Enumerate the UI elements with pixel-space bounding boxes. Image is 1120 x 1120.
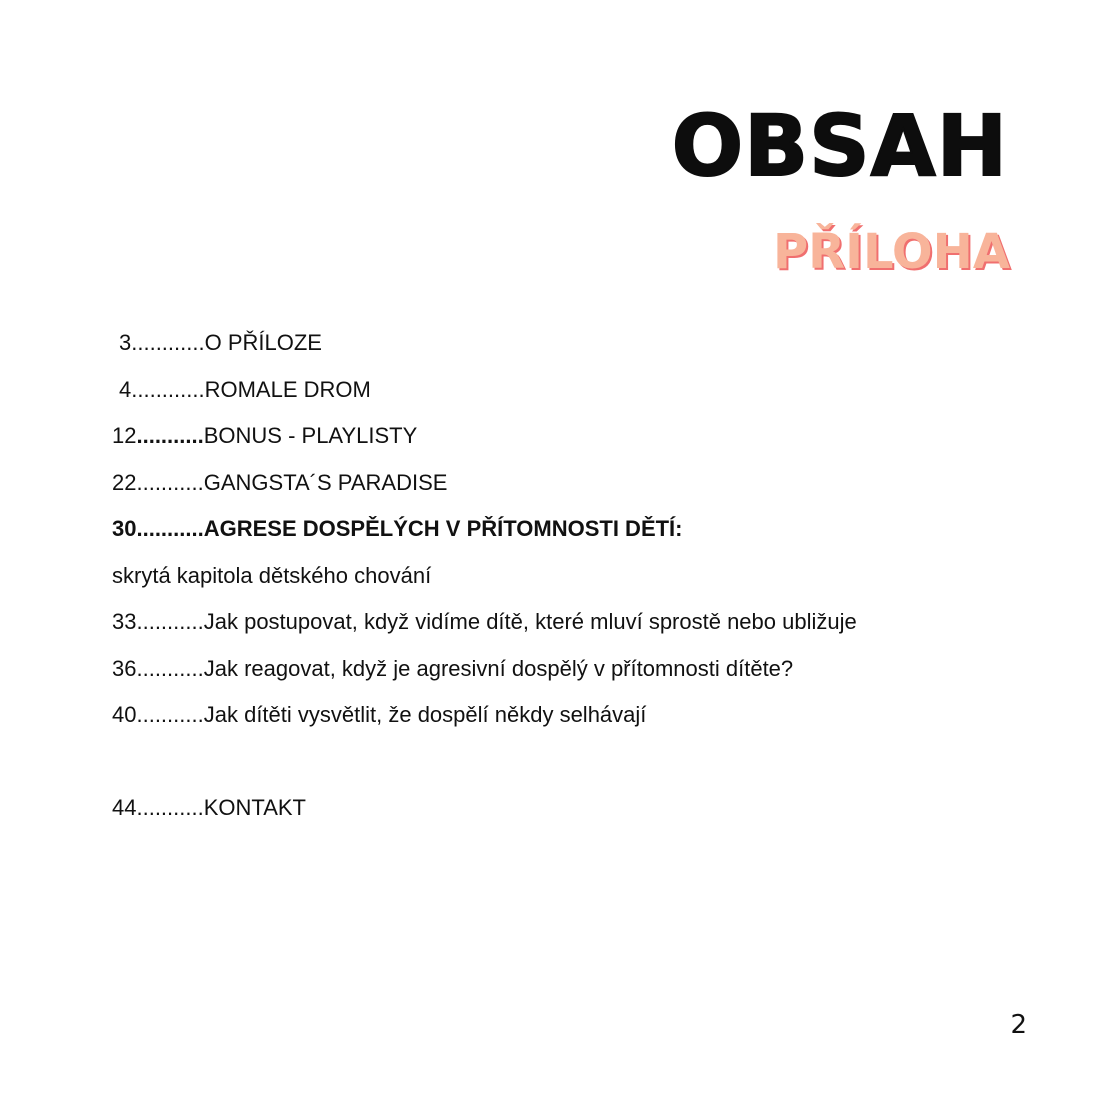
toc-entry xyxy=(112,646,1012,693)
page-title: OBSAH xyxy=(671,97,1008,195)
toc-entry-label: O PŘÍLOZE xyxy=(204,330,322,355)
toc-entry xyxy=(112,460,1012,507)
toc-page-number: 36 xyxy=(112,655,137,681)
page-number: 2 xyxy=(1010,1010,1027,1040)
toc-entry xyxy=(112,599,1012,646)
toc-leader-dots: ........... xyxy=(136,609,204,634)
toc-leader-dots: ........... xyxy=(136,423,204,448)
toc-page-number: 33 xyxy=(112,609,137,634)
toc-entry-label: Jak dítěti vysvětlit, že dospělí někdy selhávají xyxy=(203,702,647,727)
toc-spacer xyxy=(112,739,1012,786)
toc-entry-label: BONUS - PLAYLISTY xyxy=(203,423,418,448)
toc-leader-dots: ........... xyxy=(136,655,204,681)
toc-leader-dots: ........... xyxy=(136,795,204,820)
page-subtitle: PŘÍLOHA xyxy=(773,224,1010,280)
toc-page-number: 12 xyxy=(112,423,137,448)
toc-leader-dots: ........... xyxy=(136,516,204,541)
toc-leader-dots: ............ xyxy=(131,330,205,355)
toc-entry-label: Jak postupovat, když vidíme dítě, které mluví sprostě nebo ubližuje xyxy=(203,609,857,634)
toc-entry xyxy=(112,692,1012,739)
toc-page-number: 4 xyxy=(119,376,132,402)
table-of-contents xyxy=(112,320,1012,832)
toc-entry xyxy=(112,320,1012,367)
toc-entry xyxy=(112,413,1012,460)
toc-page-number: 40 xyxy=(112,702,137,727)
toc-entry-label: Jak reagovat, když je agresivní dospělý v přítomnosti dítěte? xyxy=(203,655,794,681)
toc-entry-label: AGRESE DOSPĚLÝCH V PŘÍTOMNOSTI DĚTÍ: xyxy=(203,516,683,541)
toc-page-number: 22 xyxy=(112,469,137,495)
toc-leader-dots: ............ xyxy=(131,376,205,402)
toc-entry xyxy=(112,785,1012,832)
toc-entry-highlighted xyxy=(112,506,1012,553)
toc-entry-label: ROMALE DROM xyxy=(204,376,371,402)
toc-entry-label: KONTAKT xyxy=(203,795,306,820)
toc-page-number: 30 xyxy=(112,516,137,541)
toc-leader-dots: ........... xyxy=(136,469,204,495)
toc-page-number: 3 xyxy=(119,330,132,355)
toc-leader-dots: ........... xyxy=(136,702,204,727)
toc-entry xyxy=(112,367,1012,414)
toc-entry-subtitle: skrytá kapitola dětského chování xyxy=(112,562,432,588)
toc-page-number: 44 xyxy=(112,795,137,820)
toc-entry-label: GANGSTA´S PARADISE xyxy=(203,469,448,495)
